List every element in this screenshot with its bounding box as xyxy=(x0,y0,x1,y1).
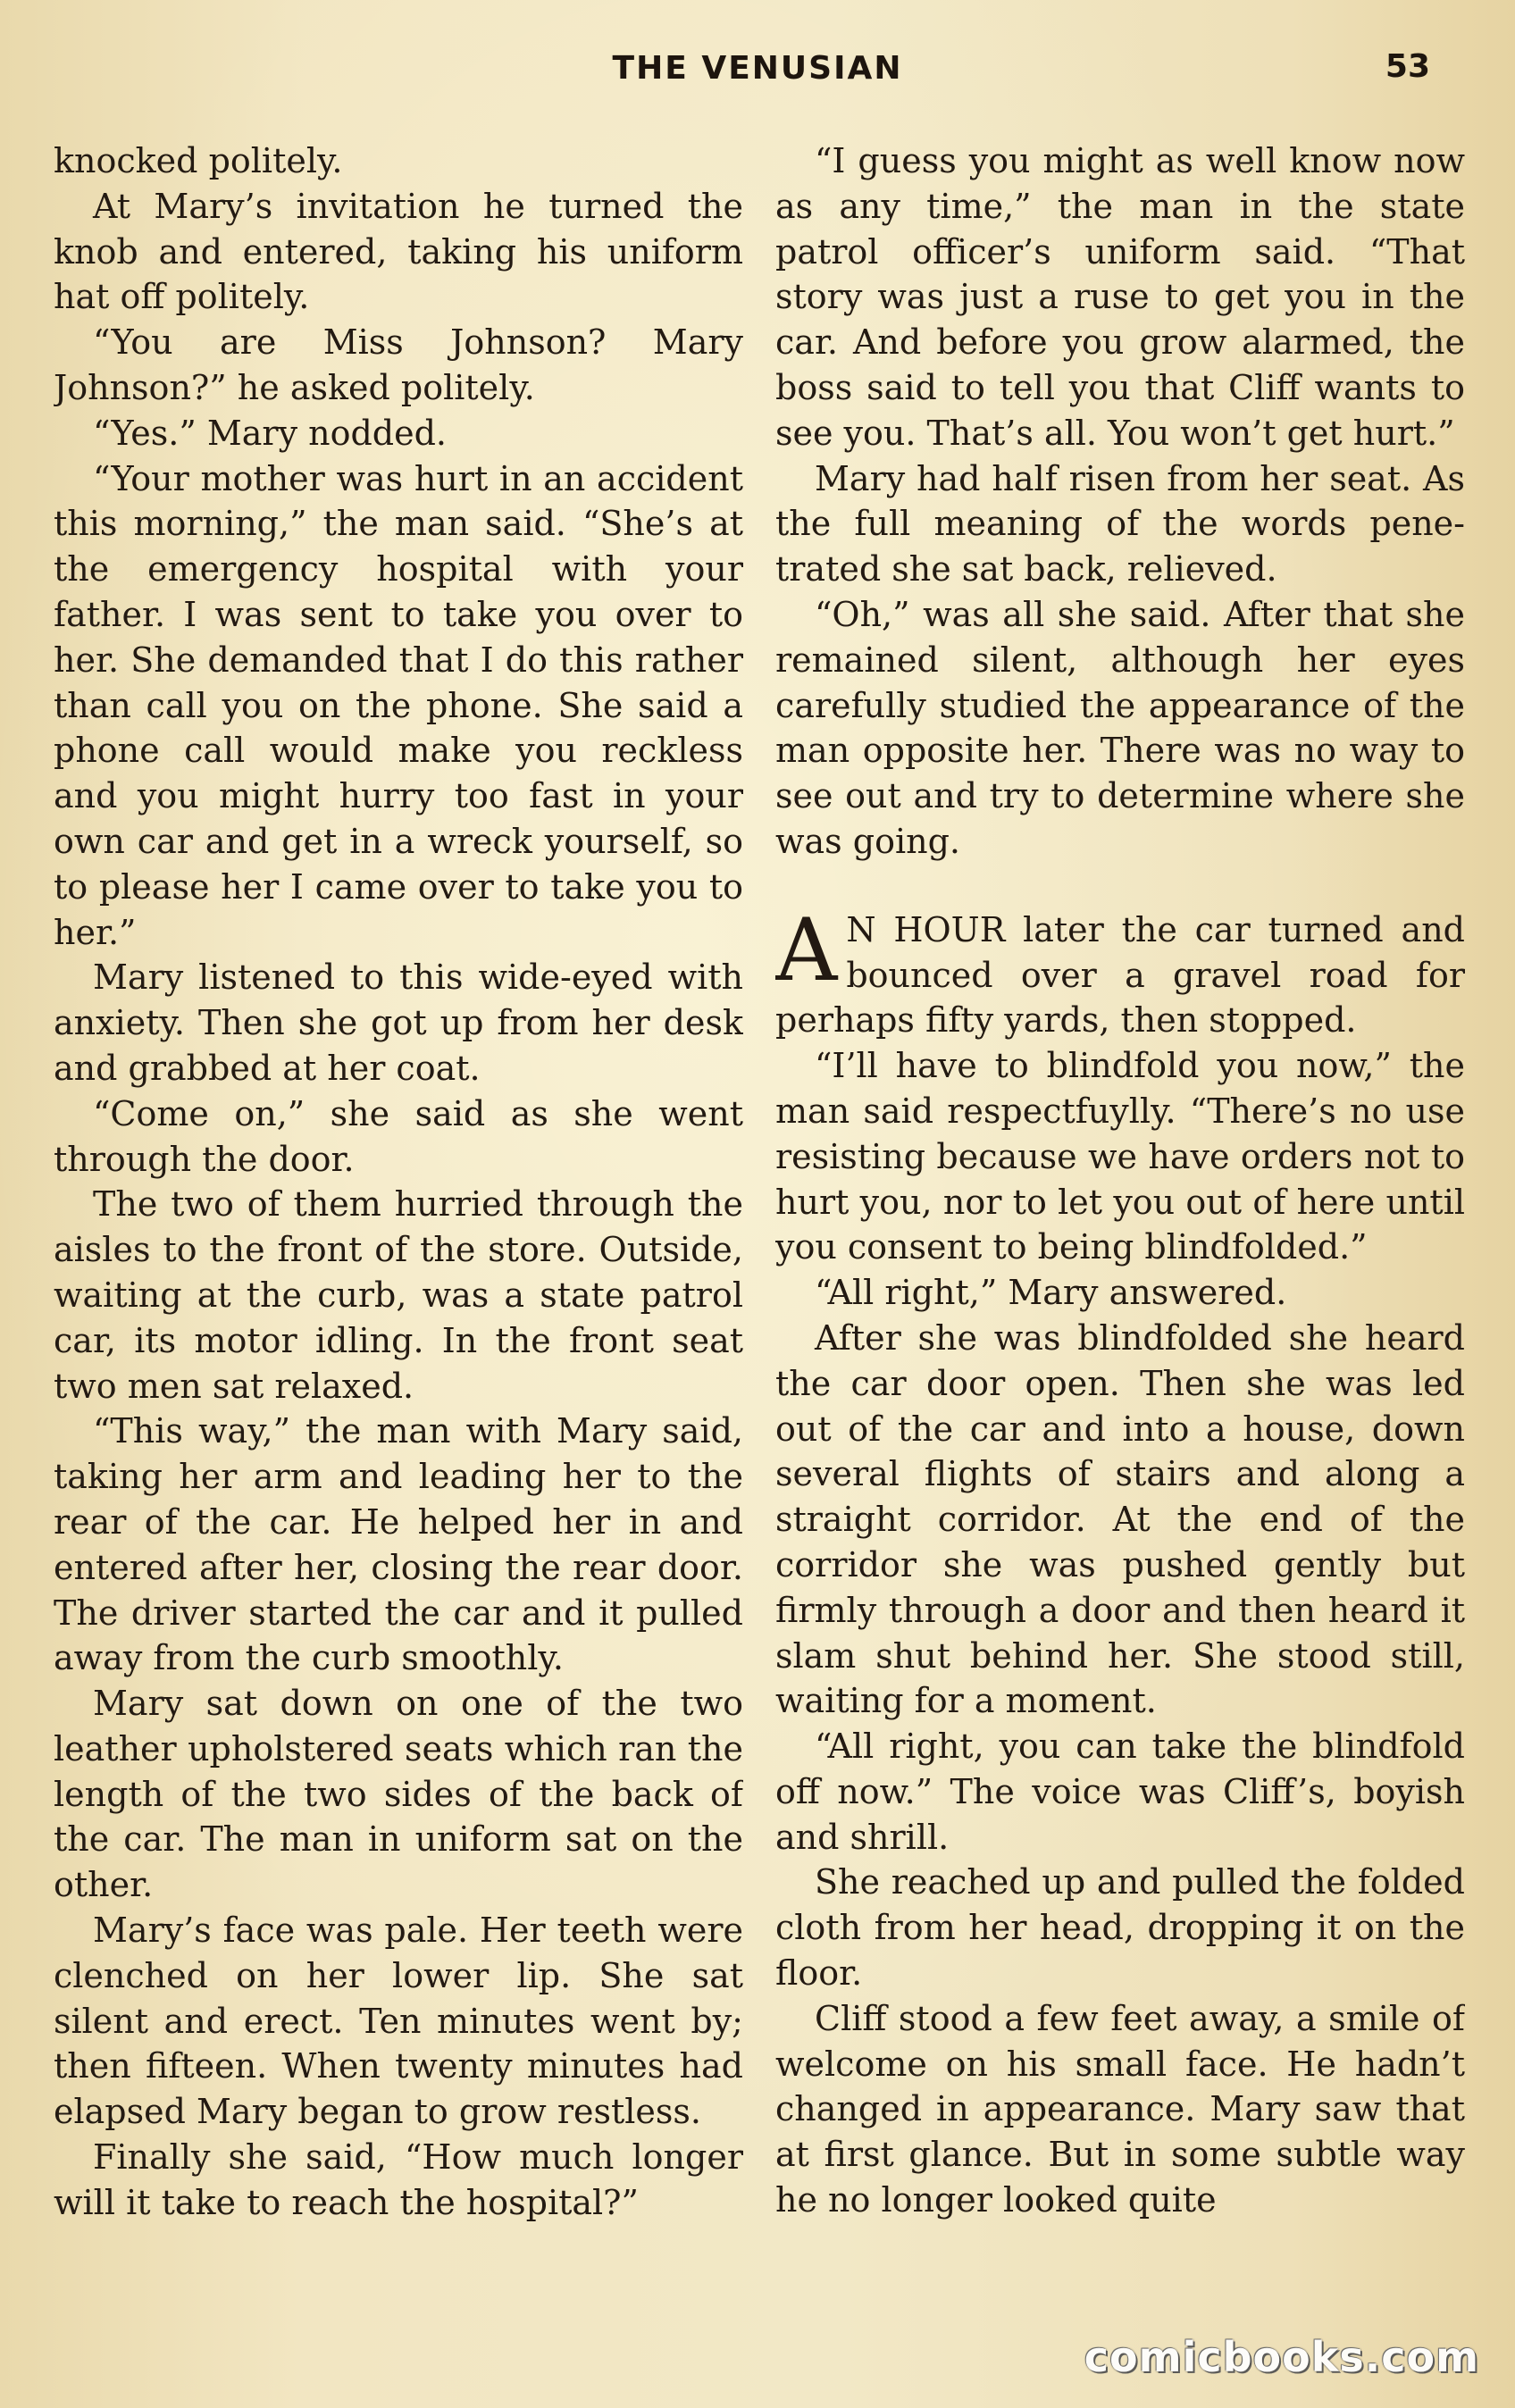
lead-in-words: N HOUR xyxy=(846,909,1006,949)
paragraph: “Yes.” Mary nodded. xyxy=(93,413,448,453)
paragraph: At Mary’s invitation he turned the knob and entered, taking his uniform hat off politely. xyxy=(54,186,743,317)
right-column xyxy=(775,138,1465,2318)
paragraph: After she was blindfolded she heard the car door open. Then she was led out of the car and into a house, down several flights of stairs and along a straight corridor. At the end of the corridor she was pushed gently but firmly through a door and then heard it slam shut behind her. She stood still, waiting for a moment. xyxy=(775,1317,1465,1721)
drop-cap: A xyxy=(775,899,838,1000)
text-columns xyxy=(54,138,1465,2318)
paragraph: Cliff stood a few feet away, a smile of welcome on his small face. He hadn’t changed in appearance. Mary saw that at first glance. But in some subtle way he no longer looked quite xyxy=(775,1998,1465,2220)
paragraph: “This way,” the man with Mary said, taking her arm and leading her to the rear of the car. He helped her in and entered after her, closing the rear door. The driver started the car and it pulled away from the curb smoothly. xyxy=(54,1411,743,1678)
paragraph: “I’ll have to blindfold you now,” the man said respectfuylly. “There’s no use resisting because we have orders not to hurt you, nor to let you out of here until you consent to being blindfolded.” xyxy=(775,1046,1465,1267)
site-watermark: comicbooks.com xyxy=(1084,2333,1479,2381)
page-header xyxy=(0,46,1515,100)
left-column xyxy=(54,138,743,2318)
paragraph: “All right, you can take the blindfold off now.” The voice was Cliff’s, boyish and shrill. xyxy=(775,1727,1465,1857)
paragraph: The two of them hurried through the aisles to the front of the store. Outside, waiting at the curb, was a state patrol car, its motor idling. In the front seat two men sat relaxed. xyxy=(54,1184,743,1406)
section-break-space xyxy=(775,865,1465,907)
paragraph: “I guess you might as well know now as any time,” the man in the state patrol officer’s uniform said. “That story was just a ruse to get you in the car. And before you grow alarmed, the boss said to tell you that Cliff wants to see you. That’s all. You won’t get hurt.” xyxy=(775,141,1465,453)
paragraph: Mary listened to this wide-eyed with anxiety. Then she got up from her desk and grabbed at her coat. xyxy=(54,957,743,1088)
paragraph: “You are Miss Johnson? Mary Johnson?” he asked politely. xyxy=(54,322,743,407)
paragraph: She reached up and pulled the folded cloth from her head, dropping it on the floor. xyxy=(775,1862,1465,1994)
running-title: THE VENUSIAN xyxy=(612,50,903,87)
page-number: 53 xyxy=(1385,48,1430,85)
paragraph: Mary had half risen from her seat. As the full meaning of the words penetrated she sat back, relieved. xyxy=(775,458,1465,589)
paragraph: Finally she said, “How much longer will it take to reach the hospital?” xyxy=(54,2137,743,2222)
paragraph: “Come on,” she said as she went through the door. xyxy=(54,1093,743,1179)
paragraph: “Your mother was hurt in an accident this morning,” the man said. “She’s at the emergency hospital with your father. I was sent to take you over to her. She demanded that I do this rather than call you on the phone. She said a phone call would make you reckless and you might hurry too fast in your own car and get in a wreck yourself, so to please her I came over to take you to her.” xyxy=(54,458,743,952)
paragraph: Mary sat down on one of the two leather upholstered seats which ran the length of the two sides of the back of the car. The man in uniform sat on the other. xyxy=(54,1684,743,1905)
section-opening-paragraph xyxy=(775,899,1465,1043)
paragraph: knocked politely. xyxy=(54,141,343,180)
section-opening-text: later the car turned and bounced over a gravel road for perhaps fifty yards, then stopped. xyxy=(775,909,1465,1041)
paragraph: Mary’s face was pale. Her teeth were clenched on her lower lip. She sat silent and erect. Ten minutes went by; then fifteen. When twenty minutes had elapsed Mary began to grow restless. xyxy=(54,1911,743,2132)
paragraph: “All right,” Mary answered. xyxy=(815,1273,1287,1313)
paragraph: “Oh,” was all she said. After that she remained silent, although her eyes carefully studied the appearance of the man opposite her. There was no way to see out and try to determine where she was going. xyxy=(775,594,1465,861)
